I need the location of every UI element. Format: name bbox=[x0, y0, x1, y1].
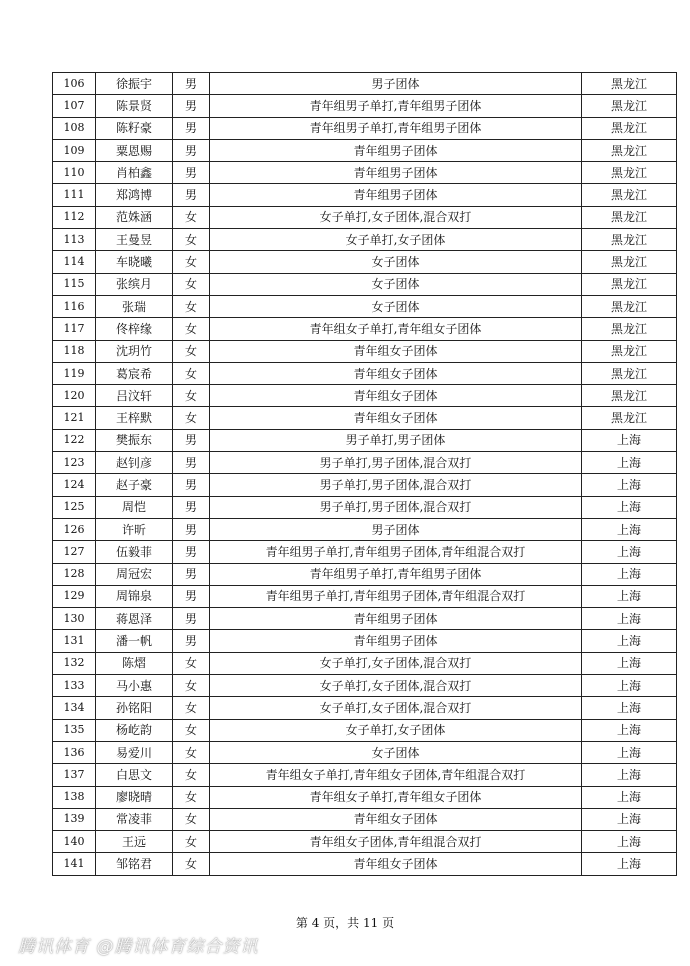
player-number: 121 bbox=[53, 407, 96, 429]
table-row bbox=[53, 764, 677, 786]
player-name: 周恺 bbox=[96, 496, 173, 518]
player-name: 车晓曦 bbox=[96, 251, 173, 273]
player-number: 140 bbox=[53, 831, 96, 853]
player-gender: 男 bbox=[173, 117, 210, 139]
table-row bbox=[53, 541, 677, 563]
player-region: 上海 bbox=[582, 786, 677, 808]
player-name: 吕汶轩 bbox=[96, 385, 173, 407]
table-row bbox=[53, 162, 677, 184]
player-number: 113 bbox=[53, 229, 96, 251]
player-region: 黑龙江 bbox=[582, 95, 677, 117]
player-gender: 女 bbox=[173, 675, 210, 697]
player-gender: 女 bbox=[173, 853, 210, 875]
table-row bbox=[53, 229, 677, 251]
player-region: 黑龙江 bbox=[582, 206, 677, 228]
player-number: 122 bbox=[53, 429, 96, 451]
player-number: 125 bbox=[53, 496, 96, 518]
player-events: 男子团体 bbox=[210, 518, 582, 540]
player-number: 131 bbox=[53, 630, 96, 652]
table-row bbox=[53, 563, 677, 585]
player-events: 青年组男子团体 bbox=[210, 184, 582, 206]
player-number: 120 bbox=[53, 385, 96, 407]
player-number: 130 bbox=[53, 608, 96, 630]
player-name: 周冠宏 bbox=[96, 563, 173, 585]
player-gender: 男 bbox=[173, 585, 210, 607]
player-number: 118 bbox=[53, 340, 96, 362]
player-events: 女子团体 bbox=[210, 741, 582, 763]
player-region: 上海 bbox=[582, 853, 677, 875]
player-gender: 男 bbox=[173, 139, 210, 161]
player-name: 周锦泉 bbox=[96, 585, 173, 607]
player-region: 黑龙江 bbox=[582, 295, 677, 317]
player-name: 邹铭君 bbox=[96, 853, 173, 875]
table-row bbox=[53, 407, 677, 429]
player-gender: 女 bbox=[173, 652, 210, 674]
player-name: 王远 bbox=[96, 831, 173, 853]
player-number: 115 bbox=[53, 273, 96, 295]
player-name: 沈玥竹 bbox=[96, 340, 173, 362]
player-events: 女子团体 bbox=[210, 295, 582, 317]
player-gender: 男 bbox=[173, 563, 210, 585]
player-gender: 女 bbox=[173, 764, 210, 786]
player-number: 133 bbox=[53, 675, 96, 697]
player-events: 青年组女子团体 bbox=[210, 407, 582, 429]
player-region: 上海 bbox=[582, 474, 677, 496]
player-number: 135 bbox=[53, 719, 96, 741]
player-gender: 女 bbox=[173, 273, 210, 295]
player-gender: 女 bbox=[173, 786, 210, 808]
player-gender: 男 bbox=[173, 518, 210, 540]
player-gender: 女 bbox=[173, 295, 210, 317]
player-gender: 女 bbox=[173, 340, 210, 362]
table-row bbox=[53, 273, 677, 295]
player-region: 黑龙江 bbox=[582, 251, 677, 273]
player-region: 黑龙江 bbox=[582, 340, 677, 362]
player-events: 青年组女子团体 bbox=[210, 808, 582, 830]
player-events: 青年组女子团体 bbox=[210, 340, 582, 362]
player-number: 141 bbox=[53, 853, 96, 875]
player-region: 上海 bbox=[582, 652, 677, 674]
table-row bbox=[53, 318, 677, 340]
player-events: 女子单打,女子团体,混合双打 bbox=[210, 697, 582, 719]
player-region: 黑龙江 bbox=[582, 117, 677, 139]
player-events: 女子团体 bbox=[210, 273, 582, 295]
table-row bbox=[53, 452, 677, 474]
player-gender: 女 bbox=[173, 831, 210, 853]
player-events: 青年组女子单打,青年组女子团体,青年组混合双打 bbox=[210, 764, 582, 786]
player-name: 赵子豪 bbox=[96, 474, 173, 496]
player-name: 张瑞 bbox=[96, 295, 173, 317]
player-gender: 女 bbox=[173, 251, 210, 273]
player-gender: 女 bbox=[173, 318, 210, 340]
player-events: 青年组女子团体,青年组混合双打 bbox=[210, 831, 582, 853]
player-events: 女子单打,女子团体,混合双打 bbox=[210, 675, 582, 697]
player-gender: 女 bbox=[173, 407, 210, 429]
player-gender: 女 bbox=[173, 719, 210, 741]
player-name: 樊振东 bbox=[96, 429, 173, 451]
player-name: 张缤月 bbox=[96, 273, 173, 295]
player-events: 女子单打,女子团体,混合双打 bbox=[210, 652, 582, 674]
player-gender: 女 bbox=[173, 385, 210, 407]
player-name: 马小惠 bbox=[96, 675, 173, 697]
roster-table bbox=[52, 72, 677, 876]
player-region: 上海 bbox=[582, 608, 677, 630]
player-region: 上海 bbox=[582, 630, 677, 652]
player-events: 青年组女子团体 bbox=[210, 385, 582, 407]
player-gender: 男 bbox=[173, 608, 210, 630]
player-region: 上海 bbox=[582, 541, 677, 563]
player-number: 116 bbox=[53, 295, 96, 317]
table-row bbox=[53, 741, 677, 763]
player-number: 132 bbox=[53, 652, 96, 674]
player-gender: 男 bbox=[173, 541, 210, 563]
table-row bbox=[53, 853, 677, 875]
player-name: 肖柏鑫 bbox=[96, 162, 173, 184]
player-region: 黑龙江 bbox=[582, 273, 677, 295]
player-number: 123 bbox=[53, 452, 96, 474]
table-row bbox=[53, 652, 677, 674]
table-row bbox=[53, 630, 677, 652]
player-name: 蒋恩泽 bbox=[96, 608, 173, 630]
player-region: 黑龙江 bbox=[582, 318, 677, 340]
player-number: 136 bbox=[53, 741, 96, 763]
player-region: 上海 bbox=[582, 452, 677, 474]
player-number: 134 bbox=[53, 697, 96, 719]
table-row bbox=[53, 675, 677, 697]
player-region: 黑龙江 bbox=[582, 162, 677, 184]
player-events: 青年组女子团体 bbox=[210, 853, 582, 875]
player-name: 郑鸿博 bbox=[96, 184, 173, 206]
player-region: 上海 bbox=[582, 429, 677, 451]
player-gender: 男 bbox=[173, 630, 210, 652]
player-region: 黑龙江 bbox=[582, 407, 677, 429]
player-number: 112 bbox=[53, 206, 96, 228]
player-number: 117 bbox=[53, 318, 96, 340]
player-number: 119 bbox=[53, 362, 96, 384]
table-row bbox=[53, 385, 677, 407]
player-number: 139 bbox=[53, 808, 96, 830]
player-region: 上海 bbox=[582, 518, 677, 540]
table-row bbox=[53, 251, 677, 273]
player-events: 青年组男子单打,青年组男子团体 bbox=[210, 563, 582, 585]
player-gender: 男 bbox=[173, 184, 210, 206]
player-region: 黑龙江 bbox=[582, 362, 677, 384]
player-name: 陈景贤 bbox=[96, 95, 173, 117]
player-region: 上海 bbox=[582, 808, 677, 830]
player-region: 黑龙江 bbox=[582, 229, 677, 251]
player-events: 男子单打,男子团体,混合双打 bbox=[210, 496, 582, 518]
player-region: 黑龙江 bbox=[582, 139, 677, 161]
player-gender: 男 bbox=[173, 95, 210, 117]
table-row bbox=[53, 139, 677, 161]
player-name: 孙铭阳 bbox=[96, 697, 173, 719]
table-row bbox=[53, 697, 677, 719]
player-events: 男子单打,男子团体,混合双打 bbox=[210, 452, 582, 474]
player-events: 女子单打,女子团体 bbox=[210, 719, 582, 741]
table-row bbox=[53, 474, 677, 496]
table-row bbox=[53, 496, 677, 518]
player-gender: 男 bbox=[173, 162, 210, 184]
player-gender: 女 bbox=[173, 808, 210, 830]
player-events: 青年组男子单打,青年组男子团体 bbox=[210, 117, 582, 139]
player-region: 上海 bbox=[582, 741, 677, 763]
player-events: 青年组男子团体 bbox=[210, 608, 582, 630]
player-events: 青年组男子单打,青年组男子团体,青年组混合双打 bbox=[210, 585, 582, 607]
player-name: 王曼昱 bbox=[96, 229, 173, 251]
player-gender: 女 bbox=[173, 741, 210, 763]
player-name: 常凌菲 bbox=[96, 808, 173, 830]
player-name: 潘一帆 bbox=[96, 630, 173, 652]
table-row bbox=[53, 184, 677, 206]
player-number: 114 bbox=[53, 251, 96, 273]
player-number: 124 bbox=[53, 474, 96, 496]
table-row bbox=[53, 206, 677, 228]
player-number: 108 bbox=[53, 117, 96, 139]
table-row bbox=[53, 362, 677, 384]
watermark: 腾讯体育 @腾讯体育综合资讯 bbox=[18, 937, 259, 957]
player-gender: 男 bbox=[173, 474, 210, 496]
player-number: 138 bbox=[53, 786, 96, 808]
player-name: 佟梓缘 bbox=[96, 318, 173, 340]
roster-body bbox=[53, 73, 677, 876]
player-name: 葛宸希 bbox=[96, 362, 173, 384]
player-gender: 男 bbox=[173, 452, 210, 474]
player-gender: 男 bbox=[173, 73, 210, 95]
player-number: 128 bbox=[53, 563, 96, 585]
table-row bbox=[53, 719, 677, 741]
player-events: 青年组女子团体 bbox=[210, 362, 582, 384]
player-region: 上海 bbox=[582, 563, 677, 585]
table-row bbox=[53, 786, 677, 808]
player-region: 黑龙江 bbox=[582, 184, 677, 206]
player-events: 青年组男子单打,青年组男子团体 bbox=[210, 95, 582, 117]
player-region: 黑龙江 bbox=[582, 385, 677, 407]
table-row bbox=[53, 340, 677, 362]
player-events: 青年组男子团体 bbox=[210, 139, 582, 161]
player-number: 106 bbox=[53, 73, 96, 95]
player-number: 107 bbox=[53, 95, 96, 117]
player-events: 女子单打,女子团体 bbox=[210, 229, 582, 251]
player-name: 范姝涵 bbox=[96, 206, 173, 228]
player-region: 上海 bbox=[582, 719, 677, 741]
player-gender: 男 bbox=[173, 496, 210, 518]
player-events: 青年组女子单打,青年组女子团体 bbox=[210, 318, 582, 340]
player-region: 上海 bbox=[582, 585, 677, 607]
player-name: 易爱川 bbox=[96, 741, 173, 763]
player-number: 111 bbox=[53, 184, 96, 206]
player-gender: 女 bbox=[173, 206, 210, 228]
player-name: 廖晓晴 bbox=[96, 786, 173, 808]
player-number: 129 bbox=[53, 585, 96, 607]
player-number: 126 bbox=[53, 518, 96, 540]
table-row bbox=[53, 608, 677, 630]
table-row bbox=[53, 585, 677, 607]
player-events: 青年组男子单打,青年组男子团体,青年组混合双打 bbox=[210, 541, 582, 563]
player-number: 109 bbox=[53, 139, 96, 161]
player-events: 男子单打,男子团体,混合双打 bbox=[210, 474, 582, 496]
table-row bbox=[53, 295, 677, 317]
player-name: 陈籽豪 bbox=[96, 117, 173, 139]
player-gender: 女 bbox=[173, 362, 210, 384]
player-region: 上海 bbox=[582, 764, 677, 786]
player-name: 王梓默 bbox=[96, 407, 173, 429]
player-number: 137 bbox=[53, 764, 96, 786]
player-region: 上海 bbox=[582, 675, 677, 697]
player-gender: 男 bbox=[173, 429, 210, 451]
player-region: 上海 bbox=[582, 697, 677, 719]
player-name: 伍毅菲 bbox=[96, 541, 173, 563]
player-region: 上海 bbox=[582, 831, 677, 853]
page-footer: 第 4 页，共 11 页 bbox=[295, 916, 395, 930]
player-events: 青年组男子团体 bbox=[210, 162, 582, 184]
player-events: 青年组女子单打,青年组女子团体 bbox=[210, 786, 582, 808]
player-name: 杨屹韵 bbox=[96, 719, 173, 741]
player-name: 许昕 bbox=[96, 518, 173, 540]
table-row bbox=[53, 808, 677, 830]
player-number: 110 bbox=[53, 162, 96, 184]
table-row bbox=[53, 73, 677, 95]
table-row bbox=[53, 831, 677, 853]
player-name: 陈熠 bbox=[96, 652, 173, 674]
player-events: 女子团体 bbox=[210, 251, 582, 273]
player-events: 女子单打,女子团体,混合双打 bbox=[210, 206, 582, 228]
player-name: 白思文 bbox=[96, 764, 173, 786]
player-name: 赵钊彦 bbox=[96, 452, 173, 474]
player-name: 徐振宇 bbox=[96, 73, 173, 95]
player-name: 粟恩赐 bbox=[96, 139, 173, 161]
table-row bbox=[53, 95, 677, 117]
table-row bbox=[53, 429, 677, 451]
player-events: 男子单打,男子团体 bbox=[210, 429, 582, 451]
player-events: 男子团体 bbox=[210, 73, 582, 95]
player-gender: 女 bbox=[173, 697, 210, 719]
player-region: 黑龙江 bbox=[582, 73, 677, 95]
player-number: 127 bbox=[53, 541, 96, 563]
player-region: 上海 bbox=[582, 496, 677, 518]
table-row bbox=[53, 518, 677, 540]
player-events: 青年组男子团体 bbox=[210, 630, 582, 652]
player-gender: 女 bbox=[173, 229, 210, 251]
table-row bbox=[53, 117, 677, 139]
